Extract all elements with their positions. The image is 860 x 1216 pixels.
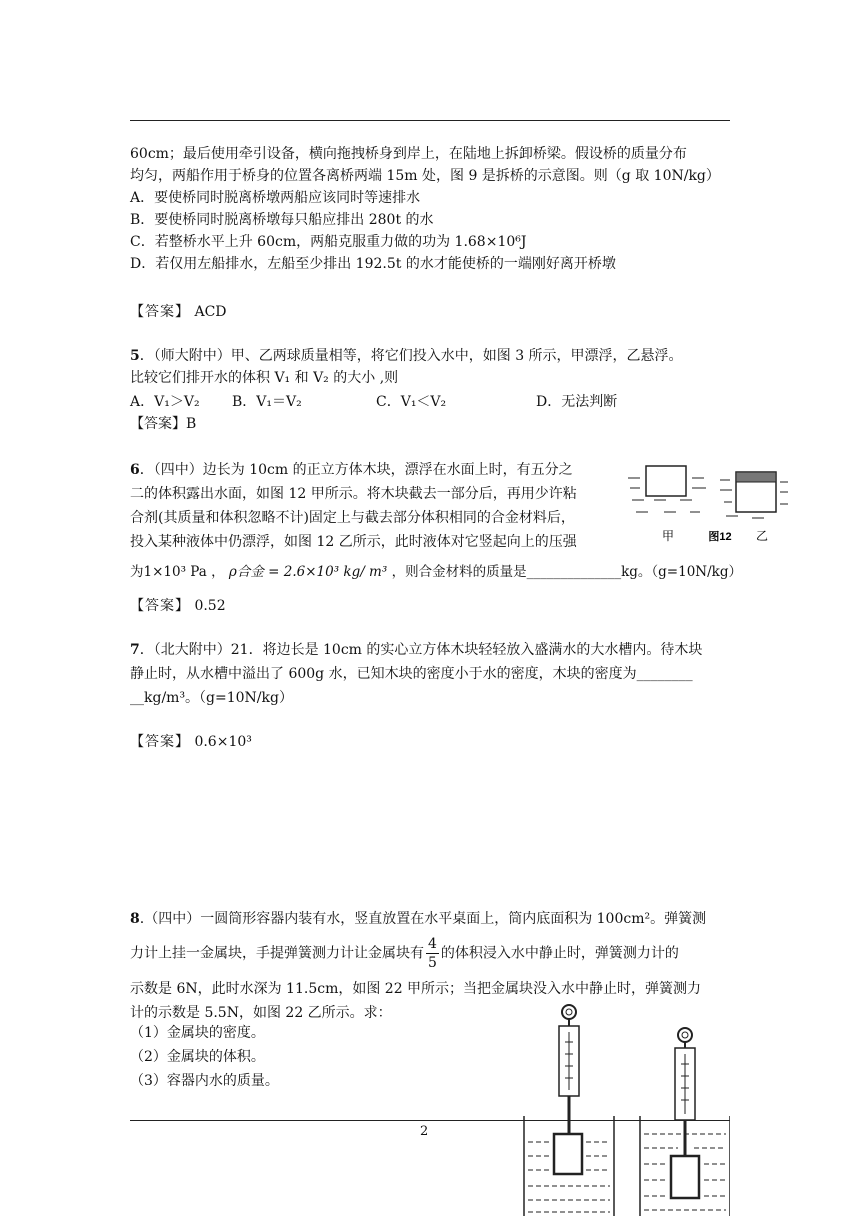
fraction-denominator: 5	[428, 955, 437, 971]
q8-line2-end: 的体积浸入水中静止时，弹簧测力计的	[440, 945, 679, 962]
q7-line2: 静止时，从水槽中溢出了 600g 水，已知木块的密度小于水的密度，木块的密度为________	[130, 666, 693, 682]
figure-22	[518, 1002, 730, 1216]
q8-text: .（四中）一圆筒形容器内装有水，竖直放置在水平桌面上，筒内底面积为 100cm²。弹簧测	[139, 911, 707, 927]
q5-option-b: B．V₁＝V₂	[232, 394, 302, 410]
figure-12-label-jia: 甲	[661, 529, 675, 543]
page-number: 2	[420, 1124, 429, 1139]
q8-sub3: （3）容器内水的质量。	[130, 1073, 279, 1089]
q4-option-d: D．若仅用左船排水，左船至少排出 192.5t 的水才能使桥的一端刚好离开桥墩	[130, 256, 616, 272]
q8-sub1: （1）金属块的密度。	[130, 1025, 265, 1041]
q8-line1	[130, 908, 730, 930]
answer-value: 0.52	[194, 598, 226, 614]
q8-line2-start: 力计上挂一金属块，手提弹簧测力计让金属块有	[130, 945, 424, 962]
q7-text: ．（北大附中）21．将边长是 10cm 的实心立方体木块轻轻放入盛满水的大水槽内。待木块	[139, 642, 703, 658]
figure-12-yi	[720, 472, 788, 518]
q6-line5	[130, 561, 742, 583]
answer-label: 【答案】	[130, 734, 190, 750]
q6-pressure: 为1×10³ Pa ，	[130, 564, 225, 580]
q4-option-c: C．若整桥水平上升 60cm，两船克服重力做的功为 1.68×10⁶J	[130, 234, 527, 250]
q5-option-a: A．V₁＞V₂	[130, 394, 200, 410]
question-number: 8	[130, 911, 140, 927]
q4-answer	[130, 301, 730, 323]
q6-answer	[130, 595, 730, 617]
figure-22-jia	[524, 1005, 614, 1216]
q5-line1	[130, 345, 730, 367]
figure-12-jia	[628, 466, 706, 512]
q8-line3: 示数是 6N，此时水深为 11.5cm，如图 22 甲所示；当把金属块没入水中静止时，弹簧测力	[130, 981, 702, 997]
question-number: 6	[130, 462, 140, 478]
q5-answer: 【答案】B	[130, 416, 197, 432]
q5-option-d: D．无法判断	[536, 394, 618, 410]
q8-sub2: （2）金属块的体积。	[130, 1049, 265, 1065]
q6-line3: 合剂(其质量和体积忽略不计)固定上与截去部分体积相同的合金材料后，	[130, 510, 575, 526]
figure-12-title: 图12	[708, 531, 732, 543]
q4-option-b: B．要使桥同时脱离桥墩每只船应排出 280t 的水	[130, 212, 434, 228]
answer-label: 【答案】	[130, 304, 190, 320]
q7-answer	[130, 731, 730, 753]
figure-12	[620, 458, 790, 548]
q4-option-a: A．要使桥同时脱离桥墩两船应该同时等速排水	[130, 190, 421, 206]
question-number: 7	[130, 642, 140, 658]
q8-line2	[130, 935, 730, 972]
fraction	[426, 935, 439, 972]
figure-22-yi	[640, 1028, 730, 1216]
q8-line4: 计的示数是 5.5N，如图 22 乙所示。求：	[130, 1005, 392, 1021]
q6-line4: 投入某种液体中仍漂浮，如图 12 乙所示，此时液体对它竖起向上的压强	[130, 534, 577, 550]
answer-value: 0.6×10³	[194, 734, 252, 750]
answer-label: 【答案】	[130, 598, 190, 614]
fraction-numerator: 4	[428, 936, 437, 952]
q4-line1: 60cm；最后使用牵引设备，横向拖拽桥身到岸上，在陆地上拆卸桥梁。假设桥的质量分布	[130, 146, 687, 162]
q5-option-c: C．V₁＜V₂	[376, 394, 447, 410]
q4-line2: 均匀，两船作用于桥身的位置各离桥两端 15m 处，图 9 是拆桥的示意图。则（g 取 10N/kg）	[130, 168, 720, 184]
header-rule	[130, 120, 730, 121]
question-number: 5	[130, 348, 140, 364]
q6-question-tail: ，则合金材料的质量是______________kg。（g=10N/kg）	[391, 564, 742, 580]
q5-line2: 比较它们排开水的体积 V₁ 和 V₂ 的大小 ,则	[130, 370, 399, 386]
answer-value: ACD	[194, 304, 227, 320]
q7-line3: __kg/m³。（g=10N/kg）	[130, 690, 293, 706]
q5-options	[130, 391, 730, 413]
q6-text: ．（四中）边长为 10cm 的正立方体木块，漂浮在水面上时，有五分之	[139, 462, 573, 478]
q6-density: ρ合金 = 2.6×10³ kg/ m³	[228, 564, 388, 580]
figure-12-label-yi: 乙	[755, 529, 769, 543]
q7-line1	[130, 639, 730, 661]
q5-text: ．（师大附中）甲、乙两球质量相等，将它们投入水中，如图 3 所示，甲漂浮，乙悬浮。	[139, 348, 683, 364]
q6-line2: 二的体积露出水面，如图 12 甲所示。将木块截去一部分后，再用少许粘	[130, 486, 577, 502]
